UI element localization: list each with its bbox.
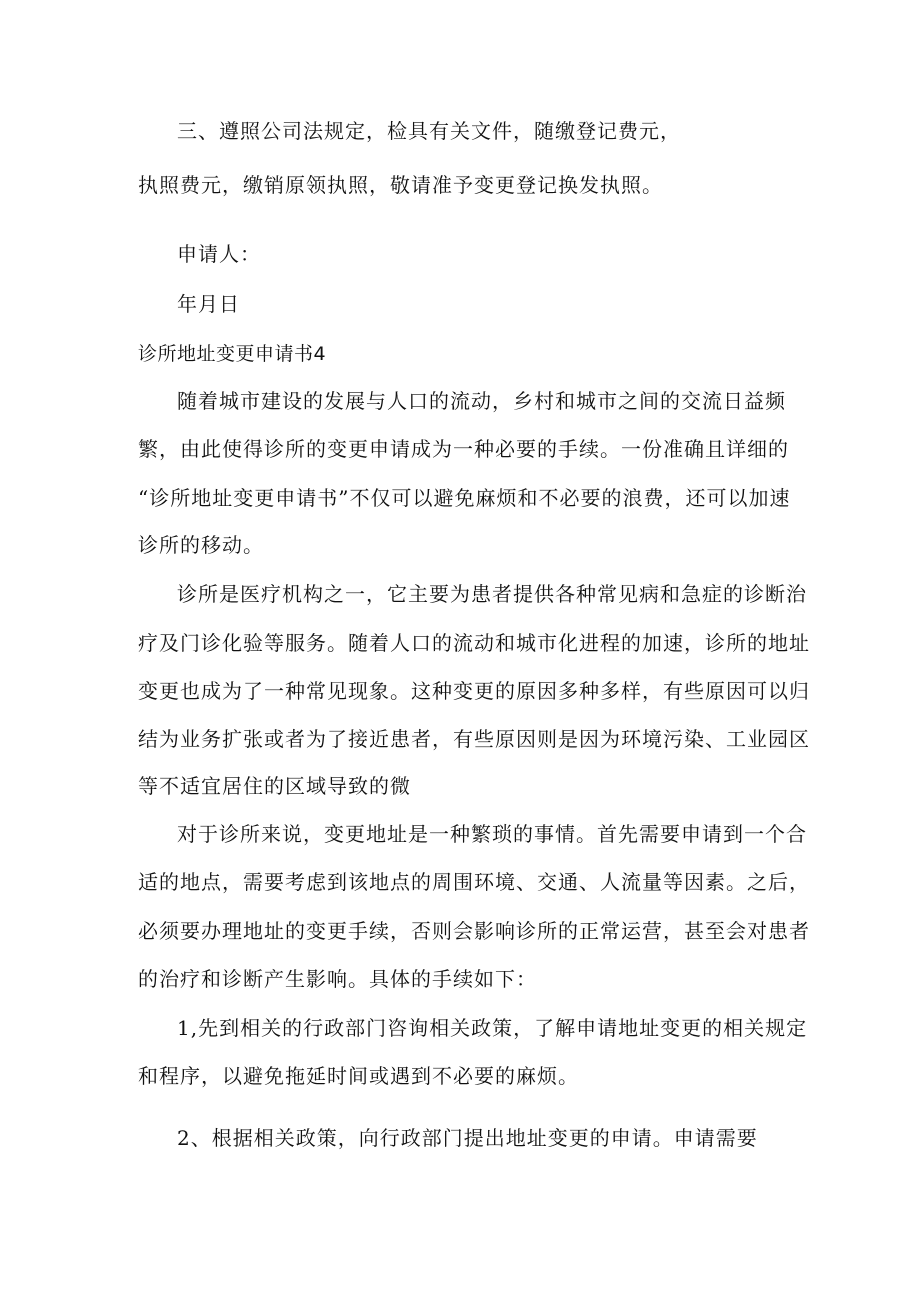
text-line: 和程序，以避免拖延时间或遇到不必要的麻烦。 <box>138 1064 579 1088</box>
text-line: 诊所的移动。 <box>138 533 264 557</box>
text-line: 对于诊所来说，变更地址是一种繁琐的事情。首先需要申请到一个合 <box>177 822 807 846</box>
text-line: 诊所是医疗机构之一，它主要为患者提供各种常见病和急症的诊断治 <box>177 582 807 606</box>
date-label: 年月日 <box>177 292 240 316</box>
text-line: “诊所地址变更申请书”不仅可以避免麻烦和不必要的浪费，还可以加速 <box>138 486 791 510</box>
text-line: 随着城市建设的发展与人口的流动，乡村和城市之间的交流日益频 <box>177 389 786 413</box>
text-line: 执照费元，缴销原领执照，敬请准予变更登记换发执照。 <box>138 173 663 197</box>
text-line: 三、遵照公司法规定，检具有关文件，随缴登记费元， <box>177 119 681 143</box>
section-heading: 诊所地址变更申请书4 <box>138 343 327 365</box>
text-line: 繁，由此使得诊所的变更申请成为一种必要的手续。一份准确且详细的 <box>138 437 789 461</box>
text-line: 1,先到相关的行政部门咨询相关政策，了解申请地址变更的相关规定 <box>177 1016 808 1040</box>
text-line: 适的地点，需要考虑到该地点的周围环境、交通、人流量等因素。之后， <box>138 870 810 894</box>
text-line: 2、根据相关政策，向行政部门提出地址变更的申请。申请需要 <box>177 1126 758 1150</box>
text-line: 必须要办理地址的变更手续，否则会影响诊所的正常运营，甚至会对患者 <box>138 919 810 943</box>
text-line: 结为业务扩张或者为了接近患者，有些原因则是因为环境污染、工业园区 <box>138 727 810 751</box>
text-line: 疗及门诊化验等服务。随着人口的流动和城市化进程的加速，诊所的地址 <box>138 631 810 655</box>
text-line: 的治疗和诊断产生影响。具体的手续如下： <box>138 967 537 991</box>
signature-label: 申请人： <box>177 242 261 266</box>
text-line: 变更也成为了一种常见现象。这种变更的原因多种多样，有些原因可以归 <box>138 679 810 703</box>
text-line: 等不适宜居住的区域导致的微 <box>138 774 411 798</box>
